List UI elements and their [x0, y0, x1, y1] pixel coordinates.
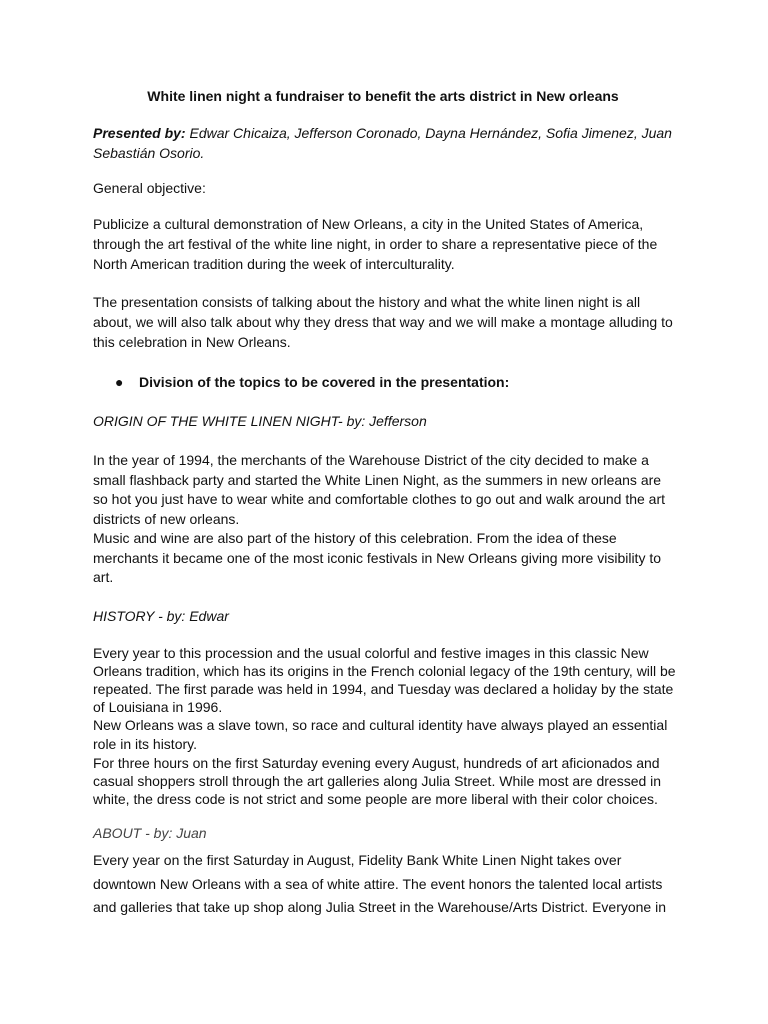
- history-paragraph-2: New Orleans was a slave town, so race and cultural identity have always played an essential role in its history.: [93, 717, 668, 752]
- history-paragraph-3: For three hours on the first Saturday evening every August, hundreds of art aficionados and casual shoppers stroll through the art galleries along Julia Street. While most are dressed in white, the dress code is not strict and some people are more liberal with their color choices.: [93, 755, 662, 807]
- origin-paragraph-2: Music and wine are also part of the history of this celebration. From the idea of these merchants it became one of the most iconic festivals in New Orleans giving more visibility to art.: [93, 530, 662, 585]
- history-section-body: [93, 644, 678, 808]
- origin-heading-author: - by: Jefferson: [338, 413, 427, 429]
- presenter-names: Edwar Chicaiza, Jefferson Coronado, Dayna Hernández, Sofia Jimenez, Juan Sebastián Osorio.: [93, 125, 672, 161]
- objective-paragraph: Publicize a cultural demonstration of New Orleans, a city in the United States of America, through the art festival of the white line night, in order to share a representative piece of the North American tradition during the week of interculturality.: [93, 216, 658, 272]
- origin-heading: [93, 411, 678, 431]
- history-paragraph-1: Every year to this procession and the usual colorful and festive images in this classic New Orleans tradition, which has its origins in the French colonial legacy of the 19th century, will be repeated. The first parade was held in 1994, and Tuesday was declared a holiday by the state of Louisiana in 1996.: [93, 645, 676, 715]
- topics-division-heading: Division of the topics to be covered in the presentation:: [139, 374, 510, 390]
- origin-paragraph-1: In the year of 1994, the merchants of the Warehouse District of the city decided to make a small flashback party and started the White Linen Night, as the summers in new orleans are so hot you just have to wear white and comfortable clothes to go out and walk around the art districts of new orleans.: [93, 452, 666, 527]
- bullet-dot-icon: ●: [115, 374, 124, 390]
- origin-heading-main: ORIGIN OF THE WHITE LINEN NIGHT: [93, 413, 339, 429]
- document-title: White linen night a fundraiser to benefit the arts district in New orleans: [147, 88, 619, 104]
- about-heading: ABOUT - by: Juan: [93, 825, 207, 841]
- about-paragraph-1: Every year on the first Saturday in August, Fidelity Bank White Linen Night takes over downtown New Orleans with a sea of white attire. The event honors the talented local artists and galleries that take up shop along Julia Street in the Warehouse/Arts District. Everyone in: [93, 852, 667, 915]
- presented-by-label: Presented by:: [93, 125, 186, 141]
- general-objective-heading: General objective:: [93, 180, 206, 196]
- presentation-paragraph: The presentation consists of talking about the history and what the white linen night is all about, we will also talk about why they dress that way and we will make a montage alluding to this celebration in New Orleans.: [93, 294, 673, 350]
- history-heading: HISTORY - by: Edwar: [93, 608, 229, 624]
- origin-section-body: [93, 451, 678, 588]
- presenters-line: [93, 123, 678, 163]
